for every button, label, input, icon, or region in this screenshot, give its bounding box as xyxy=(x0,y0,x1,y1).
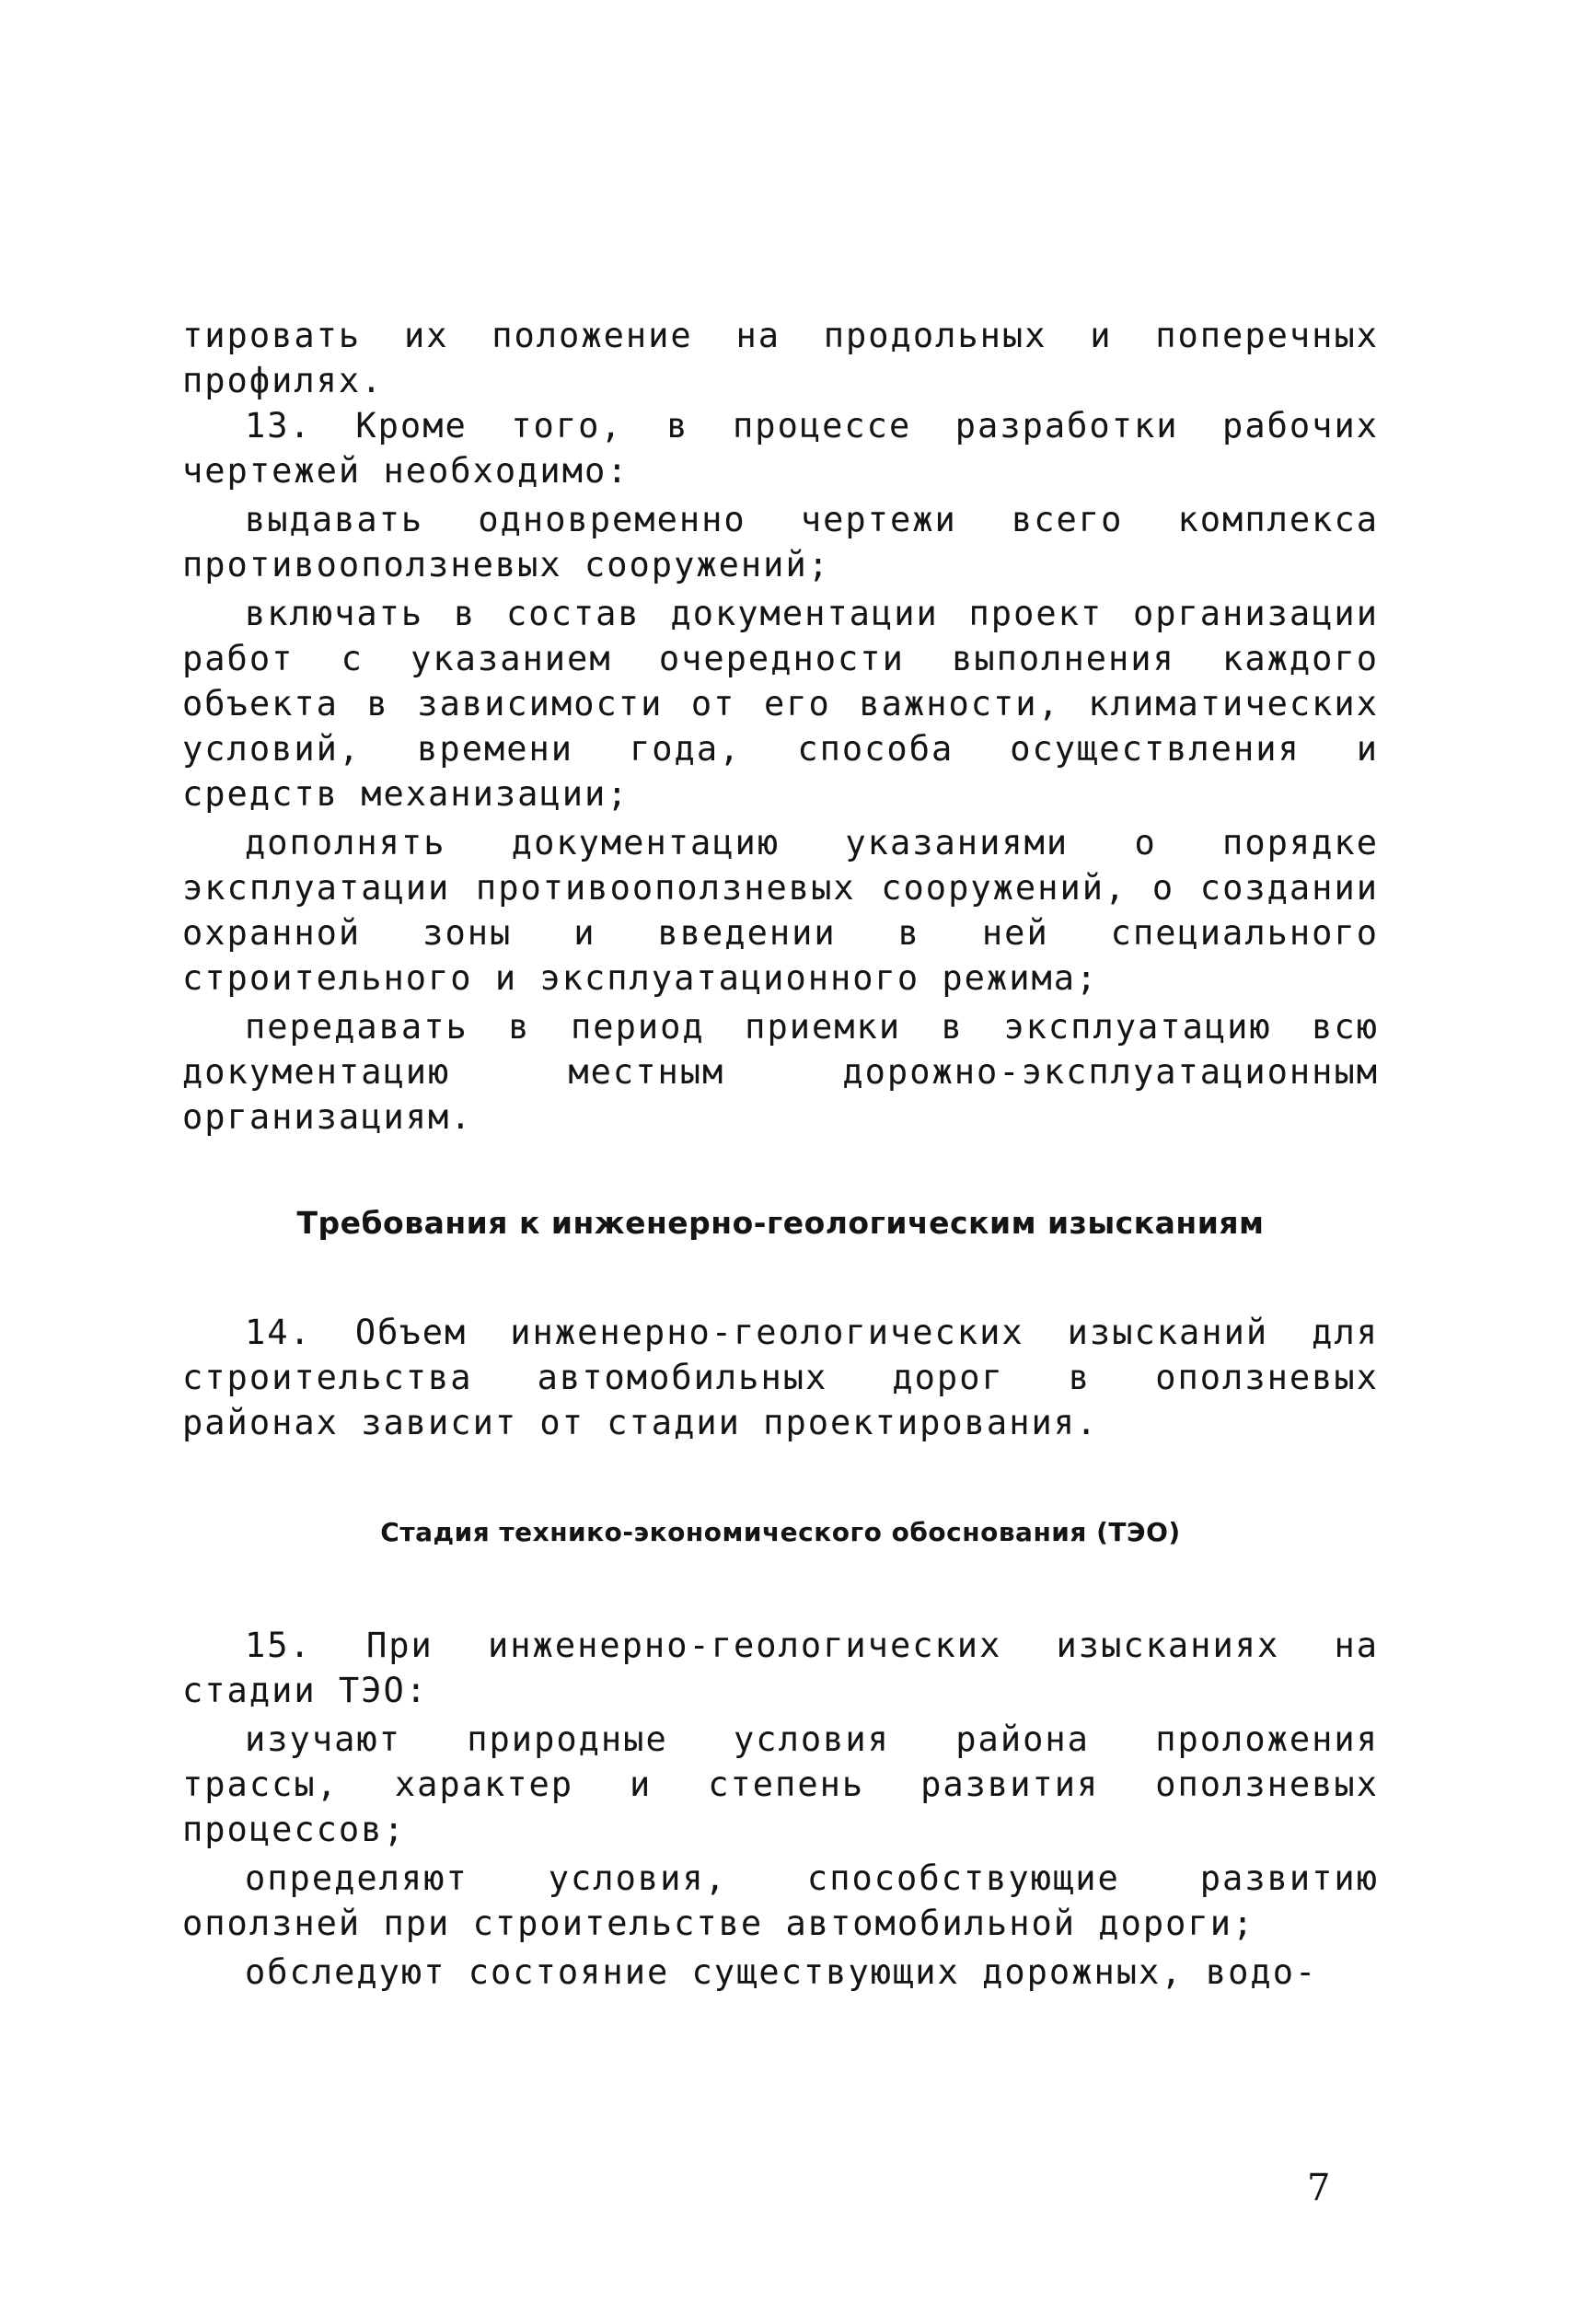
list-item-supplement-docs: дополнять документацию указаниями о порядке эксплуатации противооползневых сооружений, о создании охранной зоны и введении в ней специального строительного и эксплуатационного режима; xyxy=(182,823,1379,998)
body-text xyxy=(182,313,1379,1995)
section-heading-surveys: Требования к инженерно-геологическим изысканиям xyxy=(296,1205,1265,1241)
list-item-determine-conditions: определяют условия, способствующие развитию оползней при строительстве автомобильной дороги; xyxy=(182,1858,1379,1943)
list-item-inspect-state: обследуют состояние существующих дорожных, водо- xyxy=(245,1952,1318,1992)
list-item-include-project: включать в состав документации проект организации работ с указанием очередности выполнения каждого объекта в зависимости от его важности, климатических условий, времени года, способа осуществления и средств механизации; xyxy=(182,594,1379,814)
list-item-transfer-docs: передавать в период приемки в эксплуатацию всю документацию местным дорожно-эксплуатационным организациям. xyxy=(182,1007,1379,1137)
paragraph-13: 13. Кроме того, в процессе разработки рабочих чертежей необходимо: xyxy=(182,406,1379,491)
paragraph-14: 14. Объем инженерно-геологических изысканий для строительства автомобильных дорог в оползневых районах зависит от стадии проектирования. xyxy=(182,1313,1379,1442)
paragraph-continuation: тировать их положение на продольных и поперечных профилях. xyxy=(182,316,1379,400)
page-number: 7 xyxy=(1307,2167,1331,2209)
list-item-issue-drawings: выдавать одновременно чертежи всего комплекса противооползневых сооружений; xyxy=(182,500,1379,585)
list-item-study-conditions: изучают природные условия района проложения трассы, характер и степень развития оползневых процессов; xyxy=(182,1719,1379,1849)
paragraph-15: 15. При инженерно-геологических изысканиях на стадии ТЭО: xyxy=(182,1626,1379,1710)
subsection-heading-teo: Стадия технико-экономического обоснования (ТЭО) xyxy=(380,1517,1181,1547)
